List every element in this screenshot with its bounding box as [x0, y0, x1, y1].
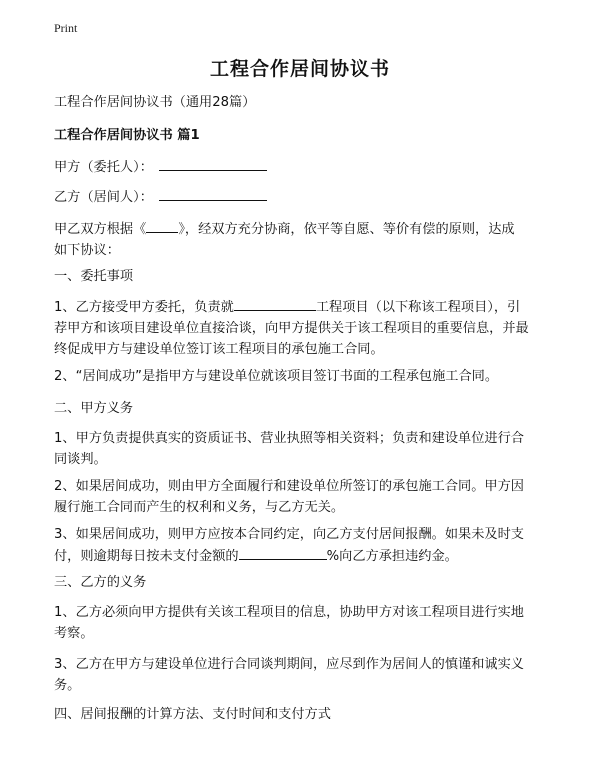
heading-2: 二、甲方义务	[54, 401, 134, 416]
p6-line2: 考察。	[54, 626, 94, 641]
paragraph-3	[54, 428, 554, 470]
paragraph-4	[54, 476, 554, 518]
p1-after: 工程项目（以下称该工程项目），引	[315, 300, 521, 315]
rate-blank	[239, 545, 327, 560]
intro-paragraph	[54, 218, 554, 261]
document-title: 工程合作居间协议书	[209, 58, 390, 80]
heading-3: 三、乙方的义务	[54, 575, 147, 590]
party-b-line	[54, 186, 554, 208]
intro-text-after: 》，经双方充分协商，依平等自愿、等价有偿的原则，达成	[178, 222, 515, 237]
p6-line1: 1、乙方必须向甲方提供有关该工程项目的信息，协助甲方对该工程项目进行实地	[54, 605, 524, 620]
paragraph-2: 2、“居间成功”是指甲方与建设单位就该项目签订书面的工程承包施工合同。	[54, 369, 499, 384]
p5-line2-before: 付，则逾期每日按未支付金额的	[54, 549, 239, 564]
party-a-label: 甲方（委托人）：	[54, 160, 153, 175]
p5-line2-after: %向乙方承担违约金。	[326, 549, 458, 564]
heading-1: 一、委托事项	[54, 269, 134, 284]
party-a-line	[54, 156, 554, 178]
p5-line1: 3、如果居间成功，则甲方应按本合同约定，向乙方支付居间报酬。如果未及时支	[54, 527, 524, 542]
p3-line2: 同谈判。	[54, 452, 107, 467]
party-a-blank	[159, 156, 267, 171]
p4-line2: 履行施工合同而产生的权利和义务，与乙方无关。	[54, 500, 345, 515]
intro-line2: 如下协议：	[54, 243, 120, 258]
section-title: 工程合作居间协议书 篇1	[54, 128, 200, 143]
paragraph-7	[54, 654, 554, 696]
basis-blank	[146, 218, 178, 233]
p4-line1: 2、如果居间成功，则由甲方全面履行和建设单位所签订的承包施工合同。甲方因	[54, 479, 524, 494]
paragraph-5	[54, 524, 554, 567]
project-blank	[234, 296, 316, 311]
heading-4: 四、居间报酬的计算方法、支付时间和支付方式	[54, 707, 331, 722]
p3-line1: 1、甲方负责提供真实的资质证书、营业执照等相关资料；负责和建设单位进行合	[54, 431, 524, 446]
paragraph-1	[54, 296, 554, 360]
p7-line1: 3、乙方在甲方与建设单位进行合同谈判期间，应尽到作为居间人的慎谨和诚实义	[54, 657, 524, 672]
document-subtitle: 工程合作居间协议书（通用28篇）	[54, 95, 256, 110]
party-b-label: 乙方（居间人）：	[54, 190, 153, 205]
print-label[interactable]: Print	[54, 21, 78, 35]
p1-line3: 终促成甲方与建设单位签订该工程项目的承包施工合同。	[54, 342, 384, 357]
p1-line2: 荐甲方和该项目建设单位直接洽谈，向甲方提供关于该工程项目的重要信息，并最	[54, 321, 529, 336]
p1-before: 1、乙方接受甲方委托，负责就	[54, 300, 234, 315]
p7-line2: 务。	[54, 678, 81, 693]
intro-text-before: 甲乙双方根据《	[54, 222, 147, 237]
party-b-blank	[159, 186, 267, 201]
paragraph-6	[54, 602, 554, 644]
